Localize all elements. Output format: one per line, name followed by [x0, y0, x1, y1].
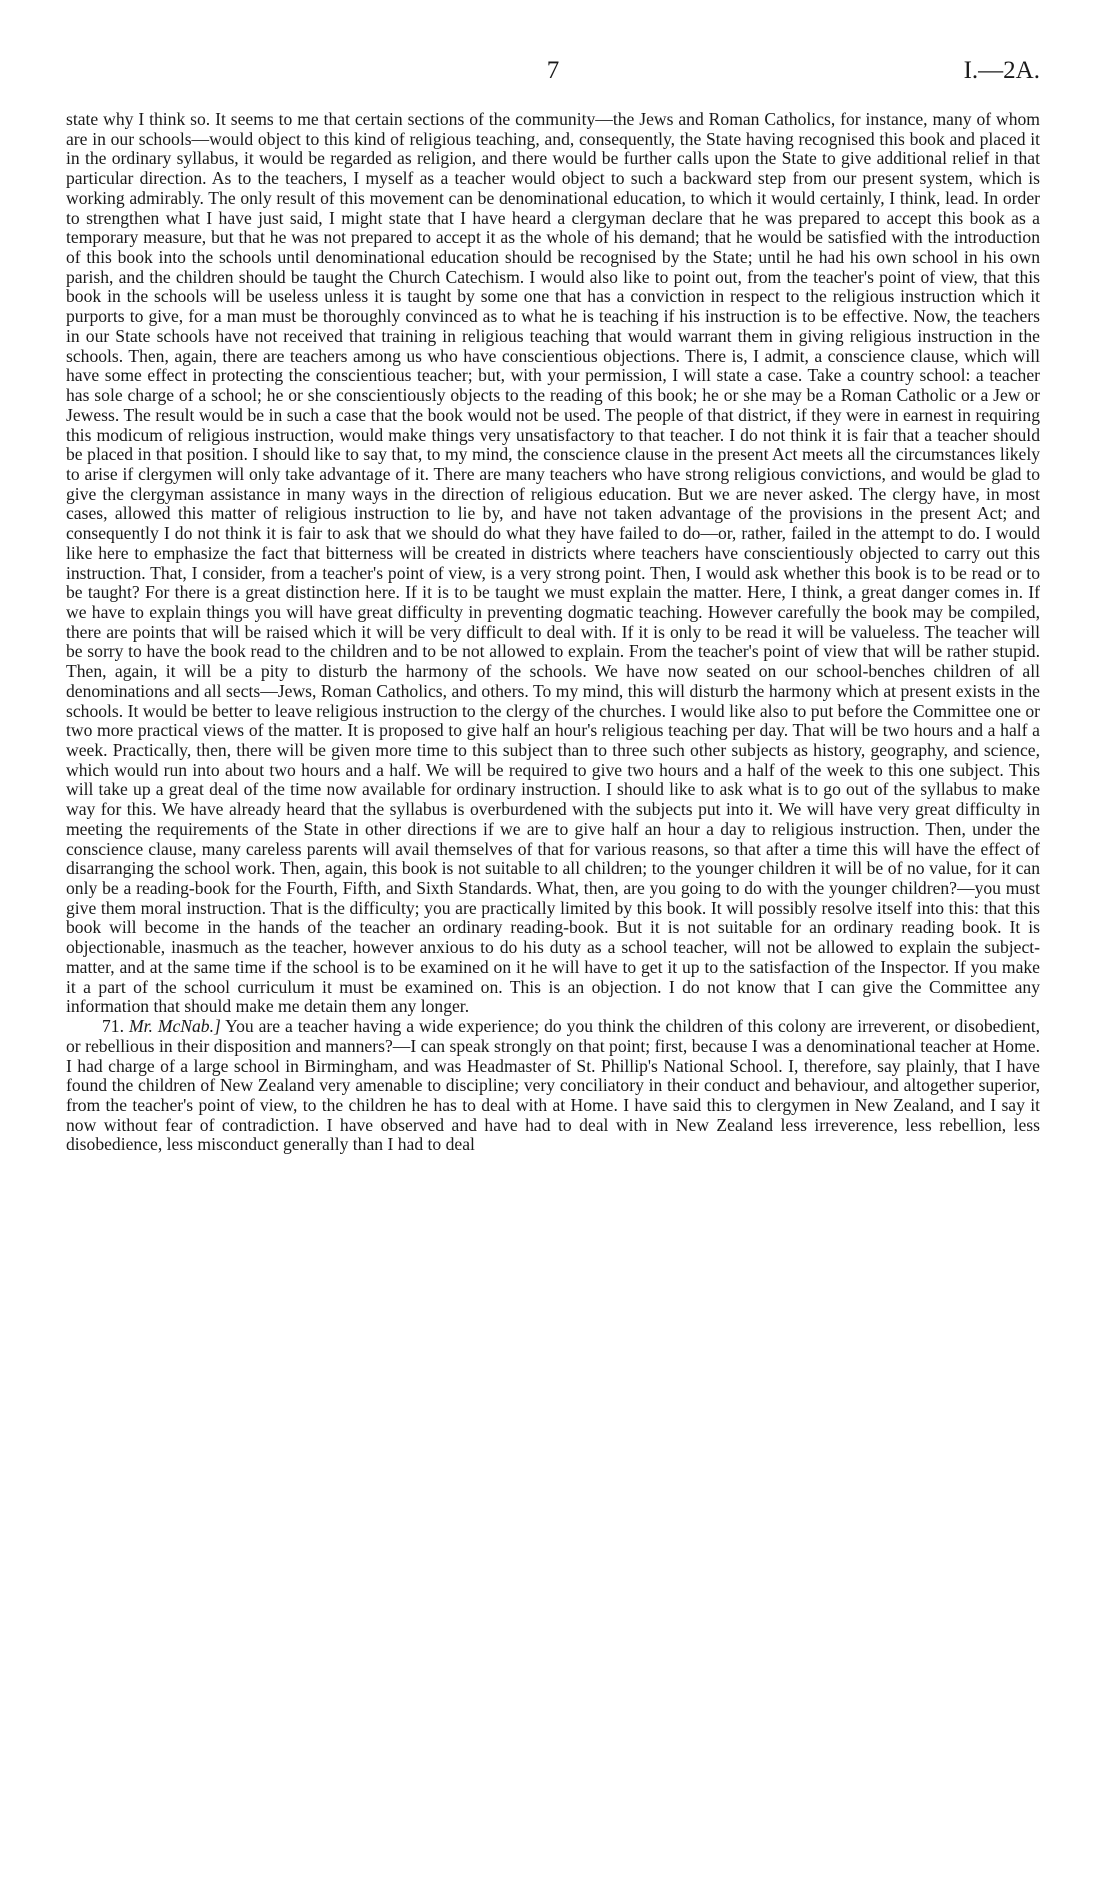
- page-reference: I.—2A.: [963, 57, 1040, 84]
- page-header: [66, 56, 1040, 110]
- paragraph-question-71: [66, 1017, 1040, 1155]
- body-text: [66, 110, 1040, 1155]
- document-page: [66, 56, 1040, 1155]
- speaker-name: Mr. McNab.]: [128, 1016, 221, 1037]
- paragraph-continued: state why I think so. It seems to me that certain sections of the community—the Jews and Roman Catholics, for instance, many of whom are in our schools—would object to this kind of religious teaching, and, consequently, the State having recognised this book and placed it in the ordinary syllabus, it would be regarded as religion, and there would be further calls upon the State to give additional relief in that particular direction. As to the teachers, I myself as a teacher would object to such a backward step from our present system, which is working admirably. The only result of this movement can be denominational education, to which it would certainly, I think, lead. In order to strengthen what I have just said, I might state that I have heard a clergyman declare that he was prepared to accept this book as a temporary measure, but that he was not prepared to accept it as the whole of his demand; that he would be satisfied with the introduction of this book into the schools until denominational education should be recognised by the State; until he had his own school in his own parish, and the children should be taught the Church Catechism. I would also like to point out, from the teacher's point of view, that this book in the schools will be useless unless it is taught by some one that has a conviction in respect to the religious instruction which it purports to give, for a man must be thoroughly convinced as to what he is teaching if his instruction is to be effective. Now, the teachers in our State schools have not received that training in religious teaching that would warrant them in giving religious instruction in the schools. Then, again, there are teachers among us who have conscientious objections. There is, I admit, a conscience clause, which will have some effect in protecting the conscientious teacher; but, with your permission, I will state a case. Take a country school: a teacher has sole charge of a school; he or she conscientiously objects to the reading of this book; he or she may be a Roman Catholic or a Jew or Jewess. The result would be in such a case that the book would not be used. The people of that district, if they were in earnest in requiring this modicum of religious instruction, would make things very unsatisfactory to that teacher. I do not think it is fair that a teacher should be placed in that position. I should like to say that, to my mind, the conscience clause in the present Act meets all the circumstances likely to arise if clergymen will only take advantage of it. There are many teachers who have strong religious convictions, and would be glad to give the clergyman assistance in many ways in the direction of religious education. But we are never asked. The clergy have, in most cases, allowed this matter of religious instruction to lie by, and have not taken advantage of the provisions in the present Act; and consequently I do not think it is fair to ask that we should do what they have failed to do—or, rather, failed in the attempt to do. I would like here to emphasize the fact that bitterness will be created in districts where teachers have conscientiously objected to carry out this instruction. That, I consider, from a teacher's point of view, is a very strong point. Then, I would ask whether this book is to be read or to be taught? For there is a great distinction here. If it is to be taught we must explain the matter. Here, I think, a great danger comes in. If we have to explain things you will have great difficulty in preventing dogmatic teaching. However carefully the book may be compiled, there are points that will be raised which it will be very difficult to deal with. If it is only to be read it will be valueless. The teacher will be sorry to have the book read to the children and to be not allowed to explain. From the teacher's point of view that will be rather stupid. Then, again, it will be a pity to disturb the harmony of the schools. We have now seated on our school-benches children of all denominations and all sects—Jews, Roman Catholics, and others. To my mind, this will disturb the harmony which at present exists in the schools. It would be better to leave religious instruction to the clergy of the churches. I would like also to put before the Committee one or two more practical views of the matter. It is proposed to give half an hour's religious teaching per day. That will be two hours and a half a week. Practically, then, there will be given more time to this subject than to three such other subjects as history, geography, and science, which would run into about two hours and a half. We will be required to give two hours and a half of the week to this one subject. This will take up a great deal of the time now available for ordinary instruction. I should like to ask what is to go out of the syllabus to make way for this. We have already heard that the syllabus is overburdened with the subjects put into it. We will have very great difficulty in meeting the requirements of the State in other directions if we are to give half an hour a day to religious instruction. Then, under the conscience clause, many careless parents will avail themselves of that for various reasons, so that after a time this will have the effect of disarranging the school work. Then, again, this book is not suitable to all children; to the younger children it will be of no value, for it can only be a reading-book for the Fourth, Fifth, and Sixth Standards. What, then, are you going to do with the younger children?—you must give them moral instruction. That is the difficulty; you are practically limited by this book. It will possibly resolve itself into this: that this book will become in the hands of the teacher an ordinary reading-book. But it is not suitable for an ordinary reading book. It is objectionable, inasmuch as the teacher, however anxious to do his duty as a school teacher, will not be allowed to explain the subject-matter, and at the same time if the school is to be examined on it he will have to get it up to the satisfaction of the Inspector. If you make it a part of the school curriculum it must be examined on. This is an objection. I do not know that I can give the Committee any information that should make me detain them any longer.: [66, 109, 1040, 1017]
- question-number: 71.: [102, 1016, 124, 1037]
- page-number: 7: [546, 57, 560, 84]
- paragraph-text: You are a teacher having a wide experience; do you think the children of this colony are irreverent, or disobedient, or rebellious in their disposition and manners?—I can speak strongly on that point; first, because I was a denominational teacher at Home. I had charge of a large school in Birmingham, and was Headmaster of St. Phillip's National School. I, therefore, say plainly, that I have found the children of New Zealand very amenable to discipline; very conciliatory in their conduct and behaviour, and altogether superior, from the teacher's point of view, to the children he has to deal with at Home. I have said this to clergymen in New Zealand, and I say it now without fear of contradiction. I have observed and have had to deal with in New Zealand less irreverence, less rebellion, less disobedience, less misconduct generally than I had to deal: [66, 1016, 1040, 1155]
